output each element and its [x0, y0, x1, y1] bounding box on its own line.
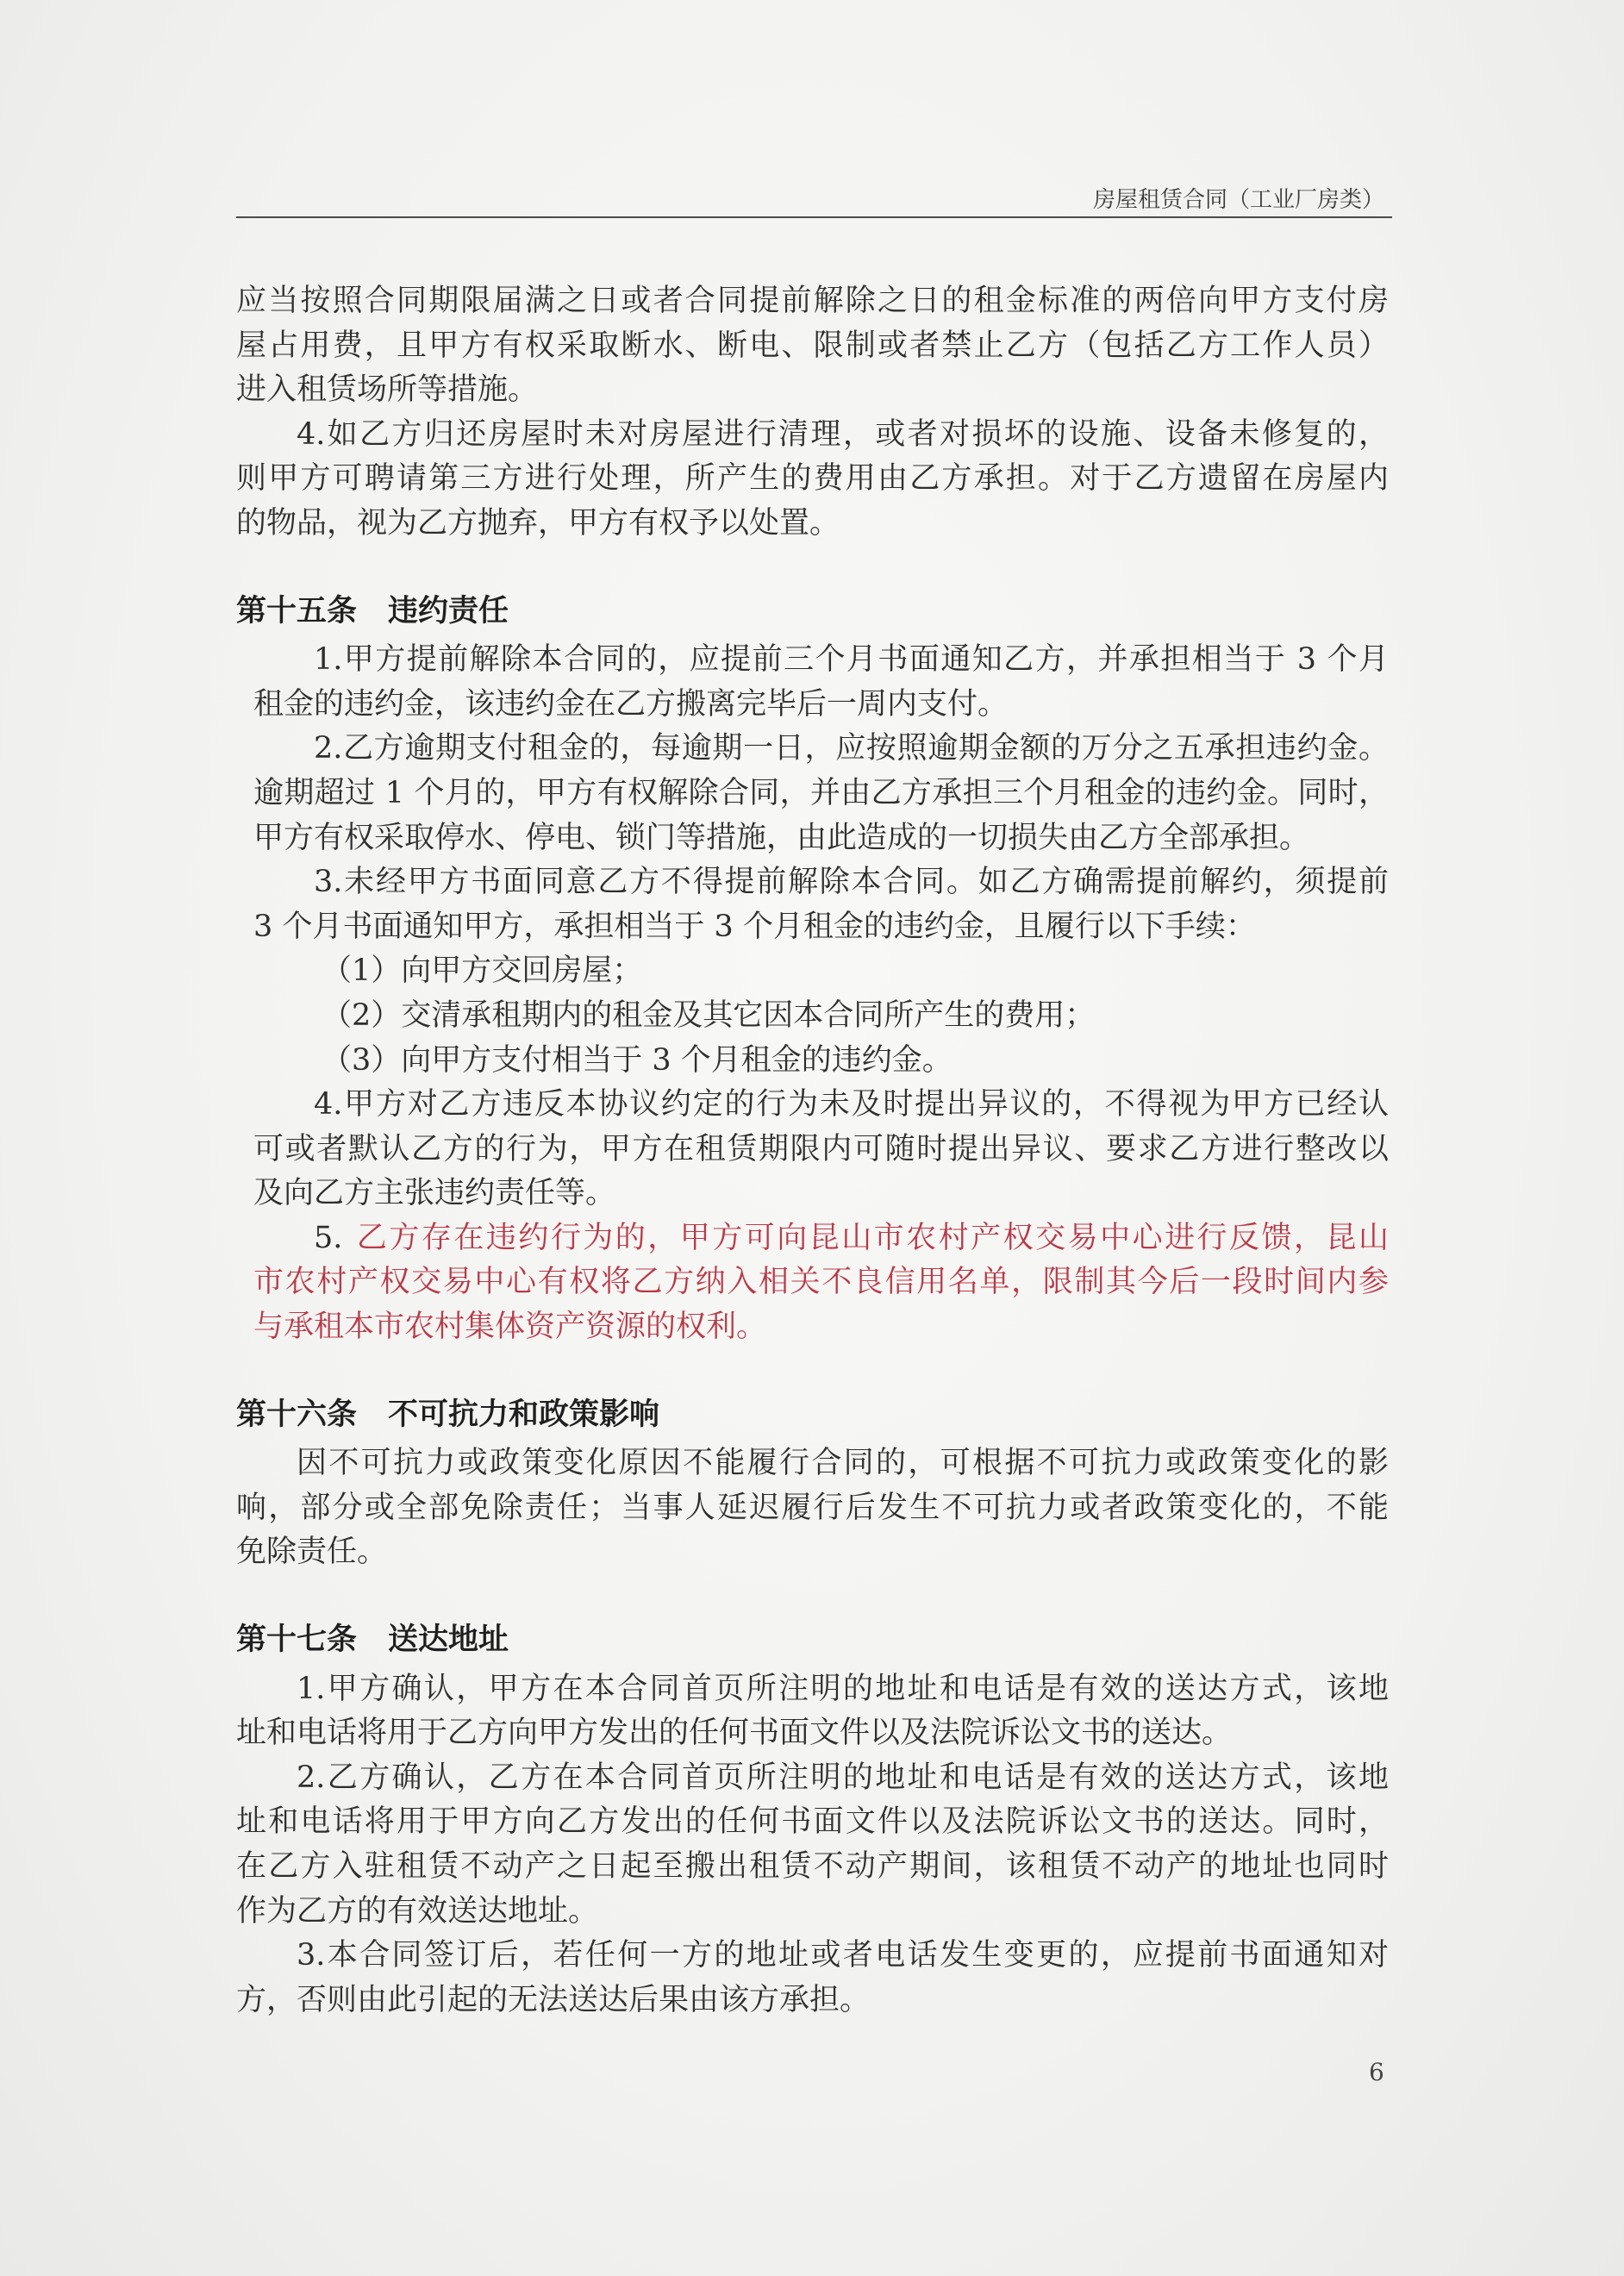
text-line: 1.甲方提前解除本合同的，应提前三个月书面通知乙方，并承担相当于 3 个月 — [314, 642, 1389, 678]
clause — [253, 727, 1389, 860]
text-line: 在乙方入驻租赁不动产之日起至搬出租赁不动产期间，该租赁不动产的地址也同时 — [236, 1849, 1389, 1884]
document-body — [236, 279, 1389, 2023]
clause — [253, 860, 1389, 1083]
text-line: 作为乙方的有效送达地址。 — [236, 1893, 599, 1929]
text-line: 响，部分或全部免除责任；当事人延迟履行后发生不可抗力或者政策变化的，不能 — [236, 1490, 1389, 1525]
article-number: 第十六条 — [236, 1396, 358, 1432]
clause — [253, 1083, 1389, 1216]
page-number: 6 — [1369, 2058, 1384, 2086]
text-line: 免除责任。 — [236, 1535, 388, 1570]
text-line: 则甲方可聘请第三方进行处理，所产生的费用由乙方承担。对于乙方遗留在房屋内 — [236, 461, 1389, 497]
article-heading — [236, 1617, 1389, 1662]
text-line: 3.未经甲方书面同意乙方不得提前解除本合同。如乙方确需提前解约，须提前 — [314, 865, 1389, 900]
highlighted-text: 与承租本市农村集体资产资源的权利。 — [253, 1310, 767, 1345]
article-heading — [236, 589, 1389, 634]
text-line: 逾期超过 1 个月的，甲方有权解除合同，并由乙方承担三个月租金的违约金。同时， — [253, 775, 1389, 810]
text-line: 4.如乙方归还房屋时未对房屋进行清理，或者对损坏的设施、设备未修复的， — [297, 416, 1389, 452]
text-line: 及向乙方主张违约责任等。 — [253, 1176, 616, 1211]
text-line: 的物品，视为乙方抛弃，甲方有权予以处置。 — [236, 505, 840, 541]
text-line: 3.本合同签订后，若任何一方的地址或者电话发生变更的，应提前书面通知对 — [297, 1938, 1389, 1973]
running-header: 房屋租赁合同（工业厂房类） — [1092, 187, 1384, 213]
text-line: 1.甲方确认，甲方在本合同首页所注明的地址和电话是有效的送达方式，该地 — [297, 1671, 1389, 1706]
article-body — [236, 1441, 1389, 1575]
article-title: 违约责任 — [388, 592, 509, 628]
text-line: 可或者默认乙方的行为，甲方在租赁期限内可随时提出异议、要求乙方进行整改以 — [253, 1131, 1389, 1166]
text-line: 3 个月书面通知甲方，承担相当于 3 个月租金的违约金，且履行以下手续： — [253, 909, 1256, 944]
article-number: 第十五条 — [236, 592, 358, 628]
article-title: 送达地址 — [388, 1622, 509, 1658]
sub-item: （1）向甲方交回房屋； — [322, 954, 643, 989]
clause-number: 5. — [314, 1220, 343, 1255]
article-title: 不可抗力和政策影响 — [388, 1396, 660, 1432]
text-line — [253, 1216, 1389, 1261]
sub-item: （3）向甲方支付相当于 3 个月租金的违约金。 — [322, 1042, 953, 1078]
text-line: 租金的违约金，该违约金在乙方搬离完毕后一周内支付。 — [253, 686, 1009, 722]
header-rule — [236, 216, 1392, 218]
text-line: 甲方有权采取停水、停电、锁门等措施，由此造成的一切损失由乙方全部承担。 — [253, 820, 1310, 855]
highlighted-text: 市农村产权交易中心有权将乙方纳入相关不良信用名单，限制其今后一段时间内参 — [253, 1265, 1389, 1300]
text-line: 应当按照合同期限届满之日或者合同提前解除之日的租金标准的两倍向甲方支付房 — [236, 284, 1389, 318]
article-number: 第十七条 — [236, 1622, 358, 1658]
text-line: 进入租赁场所等措施。 — [236, 372, 539, 408]
text-line: 4.甲方对乙方违反本协议约定的行为未及时提出异议的，不得视为甲方已经认 — [314, 1087, 1389, 1122]
clause — [253, 638, 1389, 727]
article-body — [236, 1667, 1389, 2023]
clause-highlighted — [253, 1216, 1389, 1350]
clause — [236, 1667, 1389, 1756]
article-heading — [236, 1392, 1389, 1437]
clause — [236, 1934, 1389, 2023]
paragraph — [236, 413, 1389, 547]
text-line: 2.乙方确认，乙方在本合同首页所注明的地址和电话是有效的送达方式，该地 — [297, 1760, 1389, 1795]
sub-item: （2）交清承租期内的租金及其它因本合同所产生的费用； — [322, 997, 1096, 1033]
text-line: 屋占用费，且甲方有权采取断水、断电、限制或者禁止乙方（包括乙方工作人员） — [236, 328, 1389, 363]
paragraph — [236, 279, 1389, 413]
text-line: 2.乙方逾期支付租金的，每逾期一日，应按照逾期金额的万分之五承担违约金。 — [314, 731, 1389, 766]
text-line: 址和电话将用于乙方向甲方发出的任何书面文件以及法院诉讼文书的送达。 — [236, 1716, 1233, 1751]
text-line: 因不可抗力或政策变化原因不能履行合同的，可根据不可抗力或政策变化的影 — [297, 1446, 1389, 1481]
text-line: 方，否则由此引起的无法送达后果由该方承担。 — [236, 1982, 871, 2017]
text-line: 址和电话将用于甲方向乙方发出的任何书面文件以及法院诉讼文书的送达。同时， — [236, 1804, 1389, 1840]
article-body — [253, 638, 1389, 1350]
highlighted-text: 乙方存在违约行为的，甲方可向昆山市农村产权交易中心进行反馈，昆山 — [354, 1220, 1389, 1255]
clause — [236, 1756, 1389, 1934]
